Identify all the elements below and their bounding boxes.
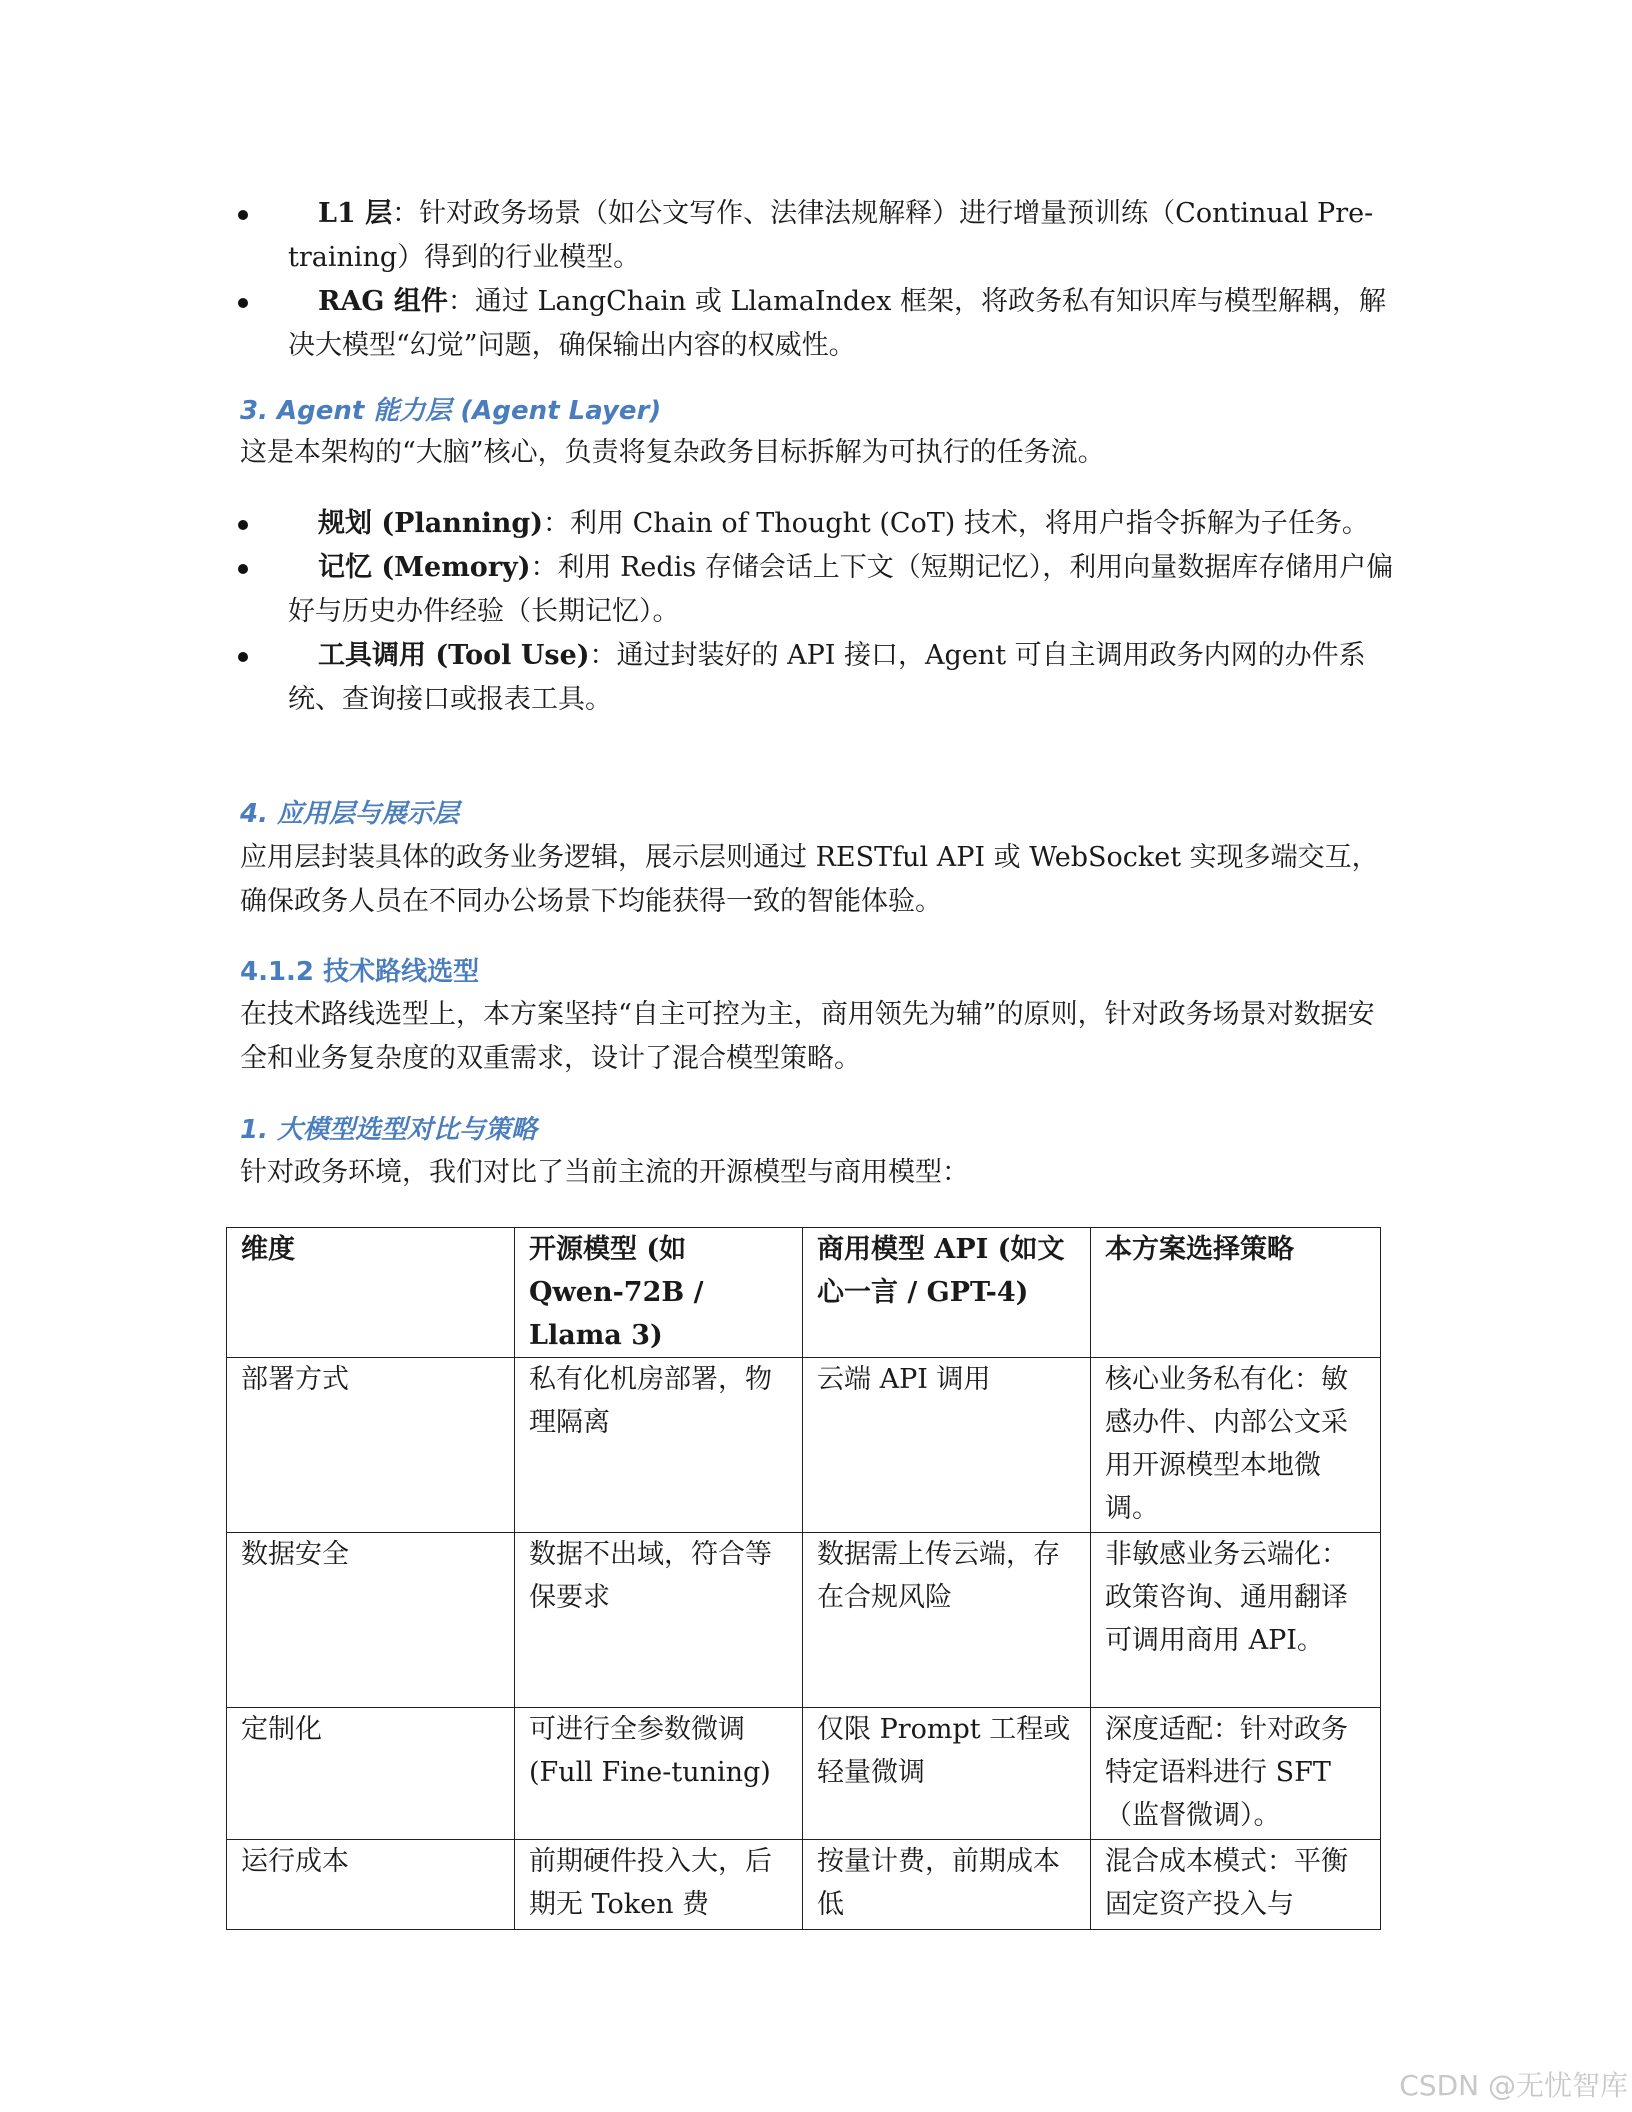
table-cell: 前期硬件投入大，后期无 Token 费 <box>515 1840 803 1930</box>
table-cell: 运行成本 <box>227 1840 515 1930</box>
bullet-dot-icon <box>238 298 248 308</box>
table-cell: 深度适配：针对政务特定语料进行 SFT（监督微调）。 <box>1091 1708 1381 1840</box>
list-item <box>238 546 1398 634</box>
table-cell: 私有化机房部署，物理隔离 <box>515 1358 803 1533</box>
table-cell: 混合成本模式：平衡固定资产投入与 <box>1091 1840 1381 1930</box>
bullet-text: ：利用 Redis 存储会话上下文（短期记忆），利用向量数据库存储用户偏好与历史办件经验（长期记忆）。 <box>288 552 1394 627</box>
bullet-text: ：通过封装好的 API 接口，Agent 可自主调用政务内网的办件系统、查询接口或报表工具。 <box>288 640 1366 715</box>
table-cell: 数据需上传云端，存在合规风险 <box>803 1533 1091 1708</box>
table-cell: 按量计费，前期成本低 <box>803 1840 1091 1930</box>
list-item <box>238 634 1398 722</box>
bullet-term: RAG 组件 <box>318 286 448 317</box>
table-cell: 数据不出域，符合等保要求 <box>515 1533 803 1708</box>
bullet-dot-icon <box>238 652 248 662</box>
bullet-dot-icon <box>238 564 248 574</box>
bullet-term: 记忆 (Memory) <box>318 552 531 583</box>
section-paragraph: 这是本架构的“大脑”核心，负责将复杂政务目标拆解为可执行的任务流。 <box>240 437 1105 468</box>
model-comparison-table <box>226 1227 1381 1930</box>
table-cell: 核心业务私有化：敏感办件、内部公文采用开源模型本地微调。 <box>1091 1358 1381 1533</box>
bullet-dot-icon <box>238 520 248 530</box>
table-header-cell: 本方案选择策略 <box>1091 1228 1381 1358</box>
bullet-text: ：针对政务场景（如公文写作、法律法规解释）进行增量预训练（Continual Pre-training）得到的行业模型。 <box>288 198 1374 273</box>
table-row <box>227 1840 1381 1930</box>
table-row <box>227 1533 1381 1708</box>
table-row <box>227 1358 1381 1533</box>
intro-bullet-list <box>238 192 1398 368</box>
bullet-text: ：利用 Chain of Thought (CoT) 技术，将用户指令拆解为子任务。 <box>543 508 1369 539</box>
bullet-term: L1 层 <box>318 198 393 229</box>
list-item <box>238 502 1398 546</box>
table-cell: 仅限 Prompt 工程或轻量微调 <box>803 1708 1091 1840</box>
section-heading-model-selection: 1. 大模型选型对比与策略 <box>240 1115 538 1145</box>
table-cell: 非敏感业务云端化：政策咨询、通用翻译可调用商用 API。 <box>1091 1533 1381 1708</box>
bullet-text: ：通过 LangChain 或 LlamaIndex 框架，将政务私有知识库与模型解耦，解决大模型“幻觉”问题，确保输出内容的权威性。 <box>288 286 1386 361</box>
table-cell: 数据安全 <box>227 1533 515 1708</box>
bullet-term: 工具调用 (Tool Use) <box>318 640 590 671</box>
table-cell: 云端 API 调用 <box>803 1358 1091 1533</box>
table-cell: 定制化 <box>227 1708 515 1840</box>
bullet-term: 规划 (Planning) <box>318 508 544 539</box>
section-heading-application-layer: 4. 应用层与展示层 <box>240 799 460 829</box>
table-row <box>227 1708 1381 1840</box>
section-heading-agent-layer: 3. Agent 能力层 (Agent Layer) <box>240 396 662 426</box>
table-header-cell: 维度 <box>227 1228 515 1358</box>
table-header-cell: 商用模型 API (如文心一言 / GPT-4) <box>803 1228 1091 1358</box>
table-cell: 部署方式 <box>227 1358 515 1533</box>
agent-bullet-list <box>238 502 1398 722</box>
list-item <box>238 280 1398 368</box>
table-cell: 可进行全参数微调 (Full Fine-tuning) <box>515 1708 803 1840</box>
section-paragraph: 应用层封装具体的政务业务逻辑，展示层则通过 RESTful API 或 WebSocket 实现多端交互，确保政务人员在不同办公场景下均能获得一致的智能体验。 <box>240 842 1379 917</box>
section-paragraph: 在技术路线选型上，本方案坚持“自主可控为主，商用领先为辅”的原则，针对政务场景对数据安全和业务复杂度的双重需求，设计了混合模型策略。 <box>240 999 1375 1074</box>
list-item <box>238 192 1398 280</box>
table-header-cell: 开源模型 (如 Qwen-72B / Llama 3) <box>515 1228 803 1358</box>
section-heading-tech-route: 4.1.2 技术路线选型 <box>240 957 480 987</box>
watermark: CSDN @无忧智库 <box>1399 2069 1628 2102</box>
table-header-row <box>227 1228 1381 1358</box>
section-paragraph: 针对政务环境，我们对比了当前主流的开源模型与商用模型： <box>240 1157 969 1188</box>
bullet-dot-icon <box>238 210 248 220</box>
